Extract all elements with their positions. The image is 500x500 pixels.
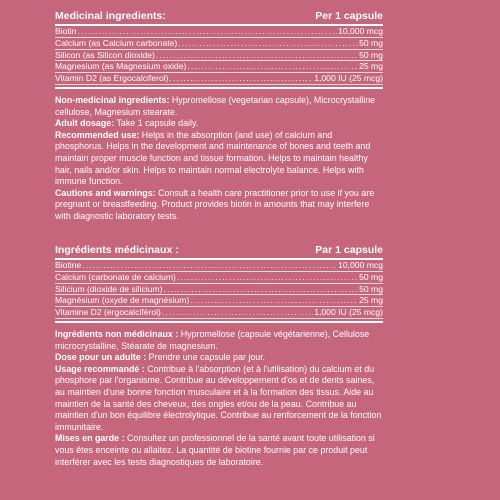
ingredient-amount: 50 mg [359, 49, 383, 60]
cautions-text: Consultez un professionnel de la santé avant toute utilisation si vous êtes enceinte ou allaitez. La quantité de biotine fournie par ce produit peut interférer avec les tests diagnostiques de laboratoire. [55, 433, 375, 467]
non-medicinal-paragraph [55, 329, 383, 352]
ingredient-row [55, 50, 383, 62]
use-paragraph [55, 364, 383, 434]
directions-text [55, 329, 383, 468]
ingredient-name: Calcium (as Calcium carbonate) [55, 37, 178, 48]
per-capsule-label: Per 1 capsule [315, 10, 383, 22]
ingredients-header [55, 244, 383, 260]
ingredient-amount: 10,000 mcg [338, 260, 383, 270]
leader-dots [156, 50, 358, 61]
non-medicinal-paragraph [55, 95, 383, 118]
ingredient-amount: 1,000 IU (25 mcg) [314, 73, 383, 84]
leader-dots [170, 73, 314, 84]
use-text: Contribue à l'absorption (et à l'utilisation) du calcium et du phosphore par l'organisme. Contribue au développement d'os et de dents saines, au maintien d'une bonne fonction musculaire et à la formation des tissus. Aide au maintien de la santé des cheveux, des ongles et/ou de la peau. Contribue au maintien d'un bon équilibre électrolytique. Contribue au renforcement de la fonction immunitaire. [55, 363, 382, 432]
cautions-text: Consult a health care practitioner prior to use if you are pregnant or breastfeeding. Product provides biotin in amounts that may interfere with diagnostic laboratory tests. [55, 187, 375, 221]
ingredient-row [55, 61, 383, 73]
ingredient-amount: 50 mg [359, 37, 383, 48]
ingredient-row [55, 26, 383, 38]
cautions-paragraph [55, 433, 383, 468]
ingredient-name: Magnésium (oxyde de magnésium) [55, 295, 190, 306]
ingredient-row [55, 284, 383, 296]
ingredient-name: Silicium (dioxide de silicium) [55, 283, 163, 294]
non-medicinal-label: Non-medicinal ingredients: [55, 94, 170, 105]
ingredients-header [55, 10, 383, 26]
ingredient-row [55, 295, 383, 307]
dosage-text: Prendre une capsule par jour. [146, 352, 266, 363]
non-medicinal-label: Ingrédients non médicinaux : [55, 328, 179, 339]
non-medicinal-text: Hypromellose (vegetarian capsule), Microcrystalline cellulose, Magnesium stearate. [55, 94, 376, 117]
ingredient-name: Vitamin D2 (as Ergocalciferol) [55, 73, 169, 84]
leader-dots [178, 38, 358, 49]
ingredient-row [55, 307, 383, 319]
dosage-label: Dose pour un adulte : [55, 352, 147, 363]
dosage-paragraph [55, 118, 383, 130]
dosage-label: Adult dosage: [55, 118, 115, 129]
leader-dots [187, 61, 358, 72]
ingredient-amount: 1,000 IU (25 mcg) [314, 307, 383, 318]
ingredient-amount: 50 mg [359, 283, 383, 294]
leader-dots [162, 307, 313, 318]
directions-text [55, 95, 383, 223]
ingredient-amount: 50 mg [359, 271, 383, 282]
use-label: Recommended use: [55, 129, 140, 140]
use-paragraph [55, 130, 383, 188]
use-label: Usage recommandé : [55, 363, 145, 374]
ingredient-name: Calcium (carbonate de calcium) [55, 271, 176, 282]
dosage-paragraph [55, 352, 383, 364]
ingredients-header-label: Ingrédients médicinaux : [55, 244, 179, 256]
non-medicinal-text: Hypromellose (capsule végétarienne), Cellulose microcrystalline, Stéarate de magnesium. [55, 328, 370, 351]
per-capsule-label: Par 1 capsule [315, 244, 383, 256]
cautions-paragraph [55, 188, 383, 223]
divider [55, 87, 383, 89]
ingredient-name: Biotin [55, 26, 77, 36]
cautions-label: Cautions and warnings: [55, 187, 156, 198]
leader-dots [78, 26, 338, 37]
use-text: Helps in the absorption (and use) of calcium and phosphorus. Helps in the development and maintenance of bones and teeth and maintain proper muscle function and tissue formation. Helps to maintain healthy hair, nails and/or skin. Helps to maintain normal electrolyte balance. Helps with immune function. [55, 129, 371, 187]
french-section [55, 244, 383, 468]
ingredients-header-label: Medicinal ingredients: [55, 10, 166, 22]
ingredient-amount: 25 mg [359, 61, 383, 72]
ingredient-name: Silicon (as Silicon dioxide) [55, 49, 155, 60]
ingredient-name: Magnesium (as Magnesium oxide) [55, 61, 187, 72]
ingredient-name: Vitamine D2 (ergocalciférol) [55, 307, 161, 318]
ingredient-row [55, 73, 383, 85]
cautions-label: Mises en garde : [55, 433, 125, 444]
ingredient-amount: 25 mg [359, 295, 383, 306]
leader-dots [190, 295, 358, 306]
ingredient-row [55, 260, 383, 272]
dosage-text: Take 1 capsule daily. [114, 118, 199, 129]
leader-dots [177, 272, 358, 283]
ingredient-amount: 10,000 mcg [338, 26, 383, 36]
ingredient-row [55, 38, 383, 50]
ingredient-name: Biotine [55, 260, 82, 270]
leader-dots [163, 284, 358, 295]
divider [55, 321, 383, 323]
english-section [55, 10, 383, 223]
ingredient-row [55, 272, 383, 284]
leader-dots [82, 260, 337, 271]
